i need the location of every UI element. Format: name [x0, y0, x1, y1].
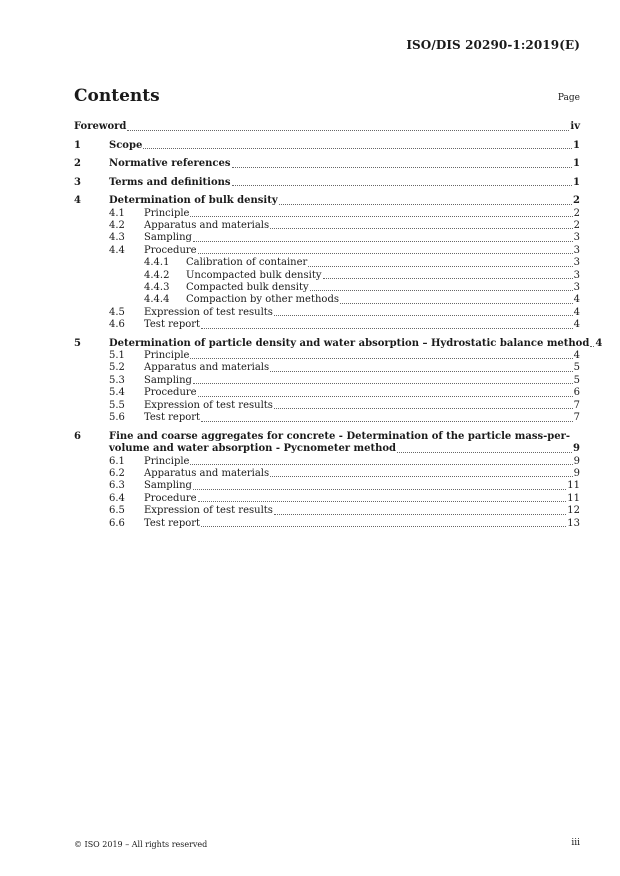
toc-entry-number: 6.2 [109, 467, 125, 479]
toc-entry-title: Foreword [74, 121, 127, 132]
dot-leader [143, 148, 572, 149]
toc-entry-page: 4 [573, 294, 580, 306]
toc-entry[interactable] [74, 362, 580, 374]
dot-leader [310, 290, 573, 291]
dot-leader [193, 489, 566, 490]
dot-leader [190, 216, 572, 217]
toc-entry-page: 6 [573, 387, 580, 399]
toc-entry[interactable] [74, 518, 580, 530]
toc-entry-number: 5.1 [109, 350, 125, 362]
page-column-label: Page [557, 93, 580, 103]
toc-entry-page: 5 [573, 362, 580, 374]
toc-entry-title: Expression of test results [144, 505, 273, 517]
dot-leader [397, 452, 572, 453]
toc-entry-number: 4.1 [109, 207, 125, 219]
dot-leader [198, 396, 573, 397]
toc-entry-title: Uncompacted bulk density [186, 269, 322, 281]
toc-entry-page: 9 [573, 443, 580, 454]
toc-entry-title: Test report [144, 412, 201, 424]
toc-entry-page: 9 [573, 467, 580, 479]
toc-entry-number: 4.5 [109, 306, 125, 318]
copyright-notice: © ISO 2019 – All rights reserved [74, 840, 208, 849]
dot-leader [201, 421, 573, 422]
toc-entry-title: Test report [144, 319, 201, 331]
toc-entry-title: Test report [144, 517, 201, 529]
dot-leader [198, 501, 567, 502]
toc-entry-title: Terms and definitions [109, 176, 231, 188]
toc-entry-number: 5.5 [109, 399, 125, 411]
toc-entry[interactable] [74, 121, 580, 134]
toc-entry-title: Fine and coarse aggregates for concrete - Determination of the particle mass-per- [109, 430, 571, 442]
toc-entry-title: Procedure [144, 387, 197, 399]
toc-entry-number: 4.3 [109, 232, 125, 244]
toc-entry-page: 1 [573, 158, 580, 169]
toc-entry-title: Expression of test results [144, 399, 273, 411]
toc-entry-title: Sampling [144, 480, 192, 492]
dot-leader [190, 464, 572, 465]
toc-entry[interactable] [74, 245, 580, 257]
toc-entry-title: Principle [144, 207, 190, 219]
dot-leader [340, 303, 573, 304]
toc-entry-title: Determination of bulk density [109, 195, 278, 206]
toc-entry-page: 11 [567, 492, 580, 504]
toc-entry-page: 3 [573, 232, 580, 244]
toc-entry-page: 11 [567, 480, 580, 492]
toc-entry-number: 6 [74, 430, 81, 442]
toc-entry-number: 6.4 [109, 492, 125, 504]
toc-entry-number: 5 [74, 337, 81, 349]
toc-entry-page: 3 [573, 281, 580, 293]
toc-entry-title: Expression of test results [144, 306, 273, 318]
toc-entry-page: 4 [573, 319, 580, 331]
toc-entry-page: 3 [573, 269, 580, 281]
dot-leader [308, 266, 572, 267]
toc-entry[interactable] [74, 140, 580, 153]
dot-leader [201, 526, 566, 527]
toc-entry[interactable] [74, 493, 580, 505]
toc-entry-page: 7 [573, 399, 580, 411]
dot-leader [274, 514, 566, 515]
dot-leader [201, 328, 573, 329]
toc-entry[interactable] [74, 319, 580, 331]
toc-entry[interactable] [74, 208, 580, 220]
toc-entry-number: 5.4 [109, 387, 125, 399]
toc-entry[interactable] [74, 505, 580, 517]
toc-entry-number: 4.6 [109, 319, 125, 331]
dot-leader [198, 253, 573, 254]
toc-entry[interactable] [74, 158, 580, 171]
toc-entry[interactable] [74, 456, 580, 468]
toc-entry[interactable] [74, 412, 580, 424]
toc-entry[interactable] [74, 307, 580, 319]
toc-entry-number: 4.4.3 [144, 281, 170, 293]
toc-entry-page: 2 [573, 207, 580, 219]
toc-entry-page: 3 [573, 244, 580, 256]
toc-entry[interactable] [74, 195, 580, 208]
toc-entry-title: Principle [144, 455, 190, 467]
toc-entry[interactable] [74, 232, 580, 244]
page-title: Contents [74, 86, 160, 106]
toc-entry-page: 1 [573, 176, 580, 188]
toc-entry-number: 4.4.2 [144, 269, 170, 281]
toc-entry-page: 4 [573, 306, 580, 318]
toc-entry[interactable] [74, 375, 580, 387]
toc-entry-title: Sampling [144, 374, 192, 386]
dot-leader [232, 185, 573, 186]
toc-entry-page: 4 [573, 350, 580, 362]
toc-entry[interactable] [74, 270, 580, 282]
toc-entry-number: 2 [74, 158, 81, 169]
toc-entry-title: Calibration of container [186, 257, 308, 269]
dot-leader [270, 476, 572, 477]
toc-entry-number: 6.1 [109, 455, 125, 467]
toc-entry-page: 4 [595, 337, 603, 349]
dot-leader [590, 346, 594, 347]
toc-entry-number: 1 [74, 139, 81, 151]
toc-entry[interactable] [74, 177, 580, 190]
dot-leader [193, 241, 573, 242]
toc-entry-number: 4.4.1 [144, 257, 170, 269]
toc-entry-page: 2 [573, 195, 580, 206]
toc-entry-page: 7 [573, 412, 580, 424]
dot-leader [232, 167, 573, 168]
toc-entry-number: 6.6 [109, 517, 125, 529]
toc-entry-number: 5.3 [109, 374, 125, 386]
dot-leader [323, 278, 573, 279]
dot-leader [270, 228, 572, 229]
toc-entry[interactable] [74, 387, 580, 399]
toc-entry[interactable] [74, 400, 580, 412]
toc-entry[interactable] [74, 431, 580, 456]
document-code: ISO/DIS 20290-1:2019(E) [406, 38, 580, 52]
toc-entry-page: 9 [573, 455, 580, 467]
toc-entry-number: 4 [74, 195, 81, 206]
toc-entry-page: 13 [567, 517, 580, 529]
dot-leader [274, 408, 573, 409]
toc-entry-page: 1 [573, 139, 580, 151]
toc-entry[interactable] [74, 337, 603, 351]
toc-entry-number: 4.2 [109, 219, 125, 231]
toc-entry-title: Compaction by other methods [186, 294, 339, 306]
toc-entry-title: Determination of particle density and water absorption – Hydrostatic balance method [109, 337, 590, 349]
toc-entry-title: Sampling [144, 232, 192, 244]
toc-entry-title: Apparatus and materials [144, 467, 270, 479]
dot-leader [270, 371, 572, 372]
toc-entry-number: 5.6 [109, 412, 125, 424]
toc-entry-title: Principle [144, 350, 190, 362]
toc-entry-title: Normative references [109, 158, 231, 169]
toc-entry-title-continued: volume and water absorption - Pycnometer method [109, 443, 397, 454]
toc-entry-title: Scope [109, 139, 143, 151]
toc-entry-title: Procedure [144, 492, 197, 504]
toc-entry-page: 3 [573, 257, 580, 269]
toc-entry[interactable] [74, 480, 580, 492]
toc-entry-number: 4.4.4 [144, 294, 170, 306]
toc-entry-number: 6.3 [109, 480, 125, 492]
toc-entry-title: Procedure [144, 244, 197, 256]
toc-entry-number: 6.5 [109, 505, 125, 517]
toc-entry[interactable] [74, 350, 580, 362]
dot-leader [279, 204, 572, 205]
toc-entry[interactable] [74, 257, 580, 269]
toc-entry-page: 5 [573, 374, 580, 386]
toc-entry[interactable] [74, 294, 580, 306]
toc-entry-page: iv [570, 121, 580, 132]
toc-entry-number: 3 [74, 176, 81, 188]
dot-leader [190, 358, 572, 359]
dot-leader [127, 130, 569, 131]
toc-entry-page: 2 [573, 219, 580, 231]
toc-entry-title: Apparatus and materials [144, 219, 270, 231]
toc-entry-number: 4.4 [109, 244, 125, 256]
toc-entry-title: Compacted bulk density [186, 281, 309, 293]
page-number: iii [571, 838, 580, 848]
toc-entry[interactable] [74, 220, 580, 232]
dot-leader [193, 383, 573, 384]
toc-entry-page: 12 [567, 505, 580, 517]
toc-entry-number: 5.2 [109, 362, 125, 374]
table-of-contents [74, 121, 603, 530]
toc-entry[interactable] [74, 282, 580, 294]
dot-leader [274, 315, 573, 316]
toc-entry[interactable] [74, 468, 580, 480]
toc-entry-title: Apparatus and materials [144, 362, 270, 374]
